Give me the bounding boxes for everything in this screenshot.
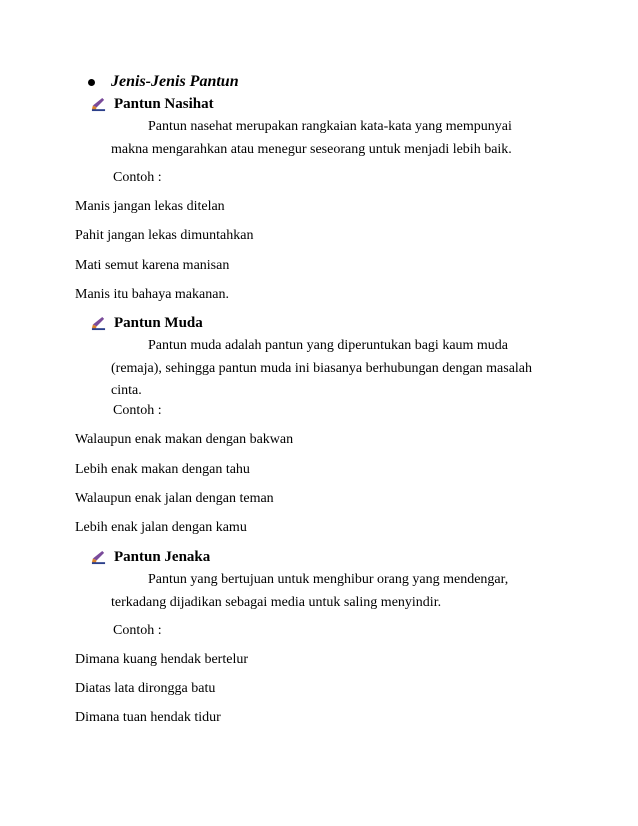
arrow-bullet-icon: [91, 550, 106, 565]
bullet-dot-icon: [88, 79, 95, 86]
main-heading: Jenis-Jenis Pantun: [111, 73, 239, 90]
pantun-line: Lebih enak makan dengan tahu: [75, 462, 250, 477]
pantun-line: Pahit jangan lekas dimuntahkan: [75, 228, 254, 243]
pantun-line: Manis itu bahaya makanan.: [75, 287, 229, 302]
section-jenaka-heading: [91, 549, 210, 566]
arrow-bullet-icon: [91, 316, 106, 331]
section-description: Pantun muda adalah pantun yang diperuntukan bagi kaum muda (remaja), sehingga pantun muda ini biasanya berhubungan dengan masalah cinta.: [111, 338, 533, 398]
section-nasihat-heading: [91, 96, 214, 113]
section-title: Pantun Jenaka: [114, 549, 211, 565]
arrow-bullet-icon: [91, 97, 106, 112]
section-title: Pantun Nasihat: [114, 96, 214, 112]
pantun-line: Walaupun enak makan dengan bakwan: [75, 432, 294, 447]
pantun-line: Walaupun enak jalan dengan teman: [75, 491, 274, 506]
section-muda-heading: [91, 315, 203, 332]
main-heading-row: [88, 73, 239, 91]
pantun-line: Lebih enak jalan dengan kamu: [75, 520, 247, 535]
section-description: Pantun yang bertujuan untuk menghibur orang yang mendengar, terkadang dijadikan sebagai media untuk saling menyindir.: [111, 572, 509, 610]
contoh-label: Contoh :: [113, 403, 162, 418]
pantun-line: Manis jangan lekas ditelan: [75, 199, 225, 214]
section-title: Pantun Muda: [114, 315, 203, 331]
section-description: Pantun nasehat merupakan rangkaian kata-kata yang mempunyai makna mengarahkan atau menegur seseorang untuk menjadi lebih baik.: [111, 119, 512, 157]
contoh-label: Contoh :: [113, 623, 162, 638]
pantun-line: Diatas lata dirongga batu: [75, 681, 216, 696]
pantun-line: Mati semut karena manisan: [75, 258, 230, 273]
pantun-line: Dimana tuan hendak tidur: [75, 710, 221, 725]
pantun-line: Dimana kuang hendak bertelur: [75, 652, 248, 667]
contoh-label: Contoh :: [113, 170, 162, 185]
